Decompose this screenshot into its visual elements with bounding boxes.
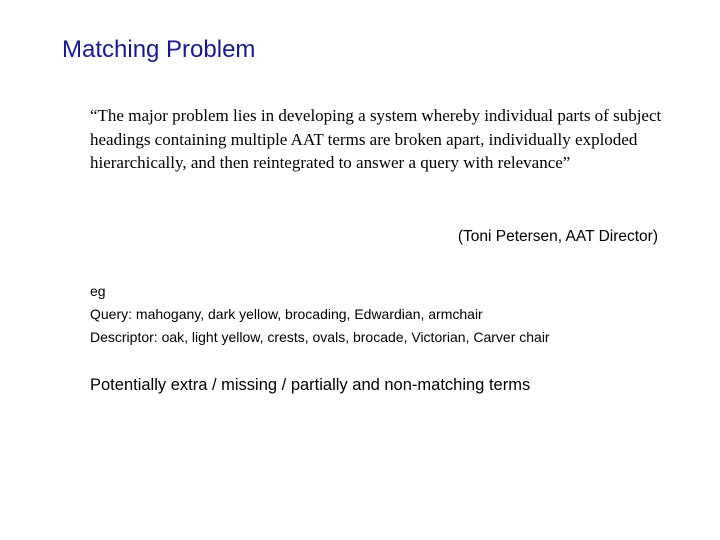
summary-note: Potentially extra / missing / partially and non-matching terms [90, 376, 531, 394]
descriptor-line: Descriptor: oak, light yellow, crests, ovals, brocade, Victorian, Carver chair [90, 329, 550, 345]
query-line: Query: mahogany, dark yellow, brocading, Edwardian, armchair [90, 306, 483, 322]
quote-attribution: (Toni Petersen, AAT Director) [457, 228, 658, 245]
example-heading: eg [90, 283, 106, 299]
quote-text: “The major problem lies in developing a system whereby individual parts of subject headings containing multiple AAT terms are broken apart, individually exploded hierarchically, and then reintegrated to answer a query with relevance” [90, 106, 662, 172]
example-block [90, 280, 550, 349]
slide-title: Matching Problem [62, 36, 256, 63]
